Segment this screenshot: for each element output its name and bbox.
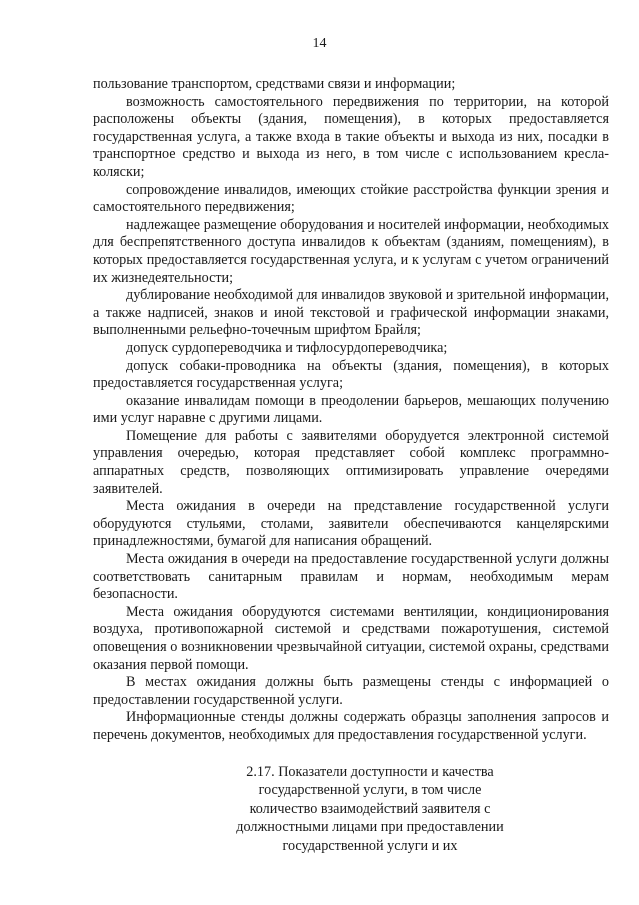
paragraph: сопровождение инвалидов, имеющих стойкие расстройства функции зрения и самостоятельного передвижения;	[93, 181, 609, 216]
heading-line: количество взаимодействий заявителя с	[249, 800, 491, 817]
paragraph: допуск сурдопереводчика и тифлосурдопереводчика;	[126, 339, 448, 356]
heading-line: государственной услуги, в том числе	[258, 782, 482, 799]
paragraph: Места ожидания в очереди на представление государственной услуги оборудуются стульями, столами, заявители обеспечиваются канцелярскими принадлежностями, бумагой для написания обращений.	[93, 498, 609, 550]
paragraph: возможность самостоятельного передвижения по территории, на которой расположены объекты (здания, помещения), в которых предоставляется государственная услуга, а также входа в такие объекты и выхода из них, посадки в транспортное средство и выхода из него, в том числе с использованием кресла-коляски;	[93, 93, 609, 180]
paragraph: оказание инвалидам помощи в преодолении барьеров, мешающих получению ими услуг наравне с другими лицами.	[93, 392, 609, 427]
paragraph: Места ожидания оборудуются системами вентиляции, кондиционирования воздуха, противопожарной системой и средствами пожаротушения, системой оповещения о возникновении чрезвычайной ситуации, системой охраны, средствами оказания первой помощи.	[93, 603, 609, 673]
body-text	[93, 76, 609, 745]
paragraph: Помещение для работы с заявителями оборудуется электронной системой управления очередью, которая представляет собой комплекс программно-аппаратных средств, позволяющих оптимизировать управление очередями заявителей.	[93, 427, 609, 497]
paragraph: В местах ожидания должны быть размещены стенды с информацией о предоставлении государственной услуги.	[93, 674, 609, 708]
paragraph: надлежащее размещение оборудования и носителей информации, необходимых для беспрепятственного доступа инвалидов к объектам (зданиям, помещениям), в которых предоставляется государственная услуга, и к услугам с учетом ограничений их жизнедеятельности;	[93, 216, 609, 286]
page-number: 14	[312, 36, 327, 51]
heading-line: государственной услуги и их	[282, 837, 458, 854]
paragraph: дублирование необходимой для инвалидов звуковой и зрительной информации, а также надписей, знаков и иной текстовой и графической информации знаками, выполненными рельефно-точечным шрифтом Брайля;	[93, 287, 609, 339]
paragraph: пользование транспортом, средствами связи и информации;	[93, 76, 456, 92]
paragraph: допуск собаки-проводника на объекты (здания, помещения), в которых предоставляется государственная услуга;	[93, 357, 609, 392]
heading-line: должностными лицами при предоставлении	[236, 819, 504, 836]
heading-line: 2.17. Показатели доступности и качества	[246, 764, 494, 780]
paragraph: Места ожидания в очереди на предоставление государственной услуги должны соответствовать санитарным правилам и нормам, необходимым мерам безопасности.	[93, 551, 609, 603]
paragraph: Информационные стенды должны содержать образцы заполнения запросов и перечень документов, необходимых для предоставления государственной услуги.	[93, 709, 609, 743]
section-heading	[110, 763, 630, 855]
